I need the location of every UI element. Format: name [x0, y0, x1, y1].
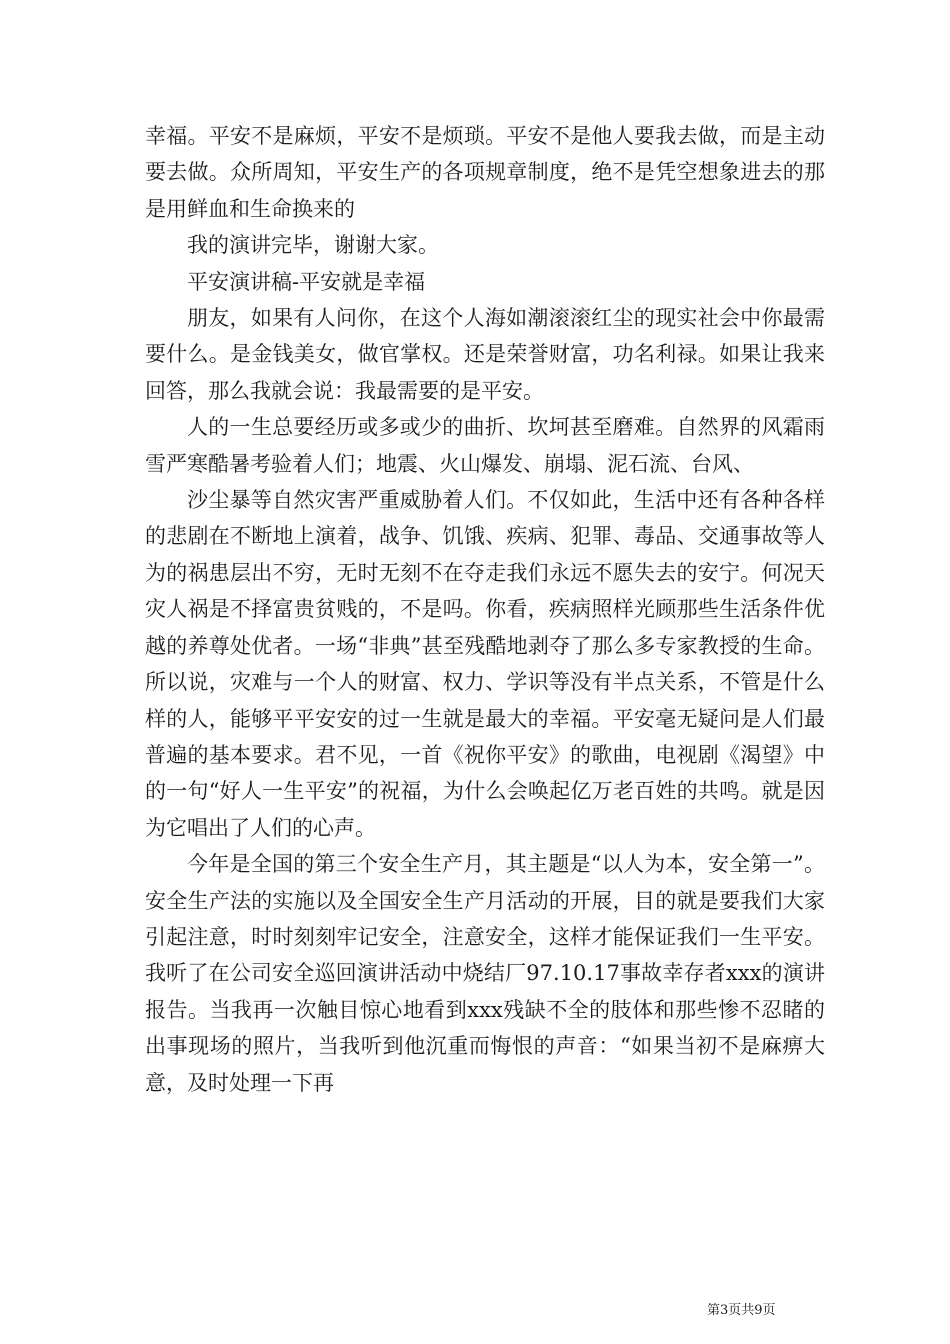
page-number-footer: 第3页共9页: [707, 1303, 776, 1318]
paragraph: 沙尘暴等自然灾害严重威胁着人们。不仅如此，生活中还有各种各样的悲剧在不断地上演着，战争、饥饿、疾病、犯罪、毒品、交通事故等人为的祸患层出不穷，无时无刻不在夺走我们永远不愿失去的安宁。何况天灾人祸是不择富贵贫贱的，不是吗。你看，疾病照样光顾那些生活条件优越的养尊处优者。一场“非典”甚至残酷地剥夺了那么多专家教授的生命。所以说，灾难与一个人的财富、权力、学识等没有半点关系，不管是什么样的人，能够平平安安的过一生就是最大的幸福。平安毫无疑问是人们最普遍的基本要求。君不见，一首《祝你平安》的歌曲，电视剧《渴望》中的一句“好人一生平安”的祝福，为什么会唤起亿万老百姓的共鸣。就是因为它唱出了人们的心声。: [145, 488, 825, 840]
paragraph: 朋友，如果有人问你，在这个人海如潮滚滚红尘的现实社会中你最需要什么。是金钱美女，做官掌权。还是荣誉财富，功名利禄。如果让我来回答，那么我就会说：我最需要的是平安。: [145, 306, 825, 403]
paragraph: 人的一生总要经历或多或少的曲折、坎坷甚至磨难。自然界的风霜雨雪严寒酷暑考验着人们；地震、火山爆发、崩塌、泥石流、台风、: [145, 415, 825, 476]
paragraph-closing-remark: 我的演讲完毕，谢谢大家。: [187, 233, 439, 258]
speech-title: 平安演讲稿-平安就是幸福: [187, 269, 426, 294]
paragraph: 幸福。平安不是麻烦，平安不是烦琐。平安不是他人要我去做，而是主动要去做。众所周知，平安生产的各项规章制度，绝不是凭空想象进去的那是用鲜血和生命换来的: [145, 124, 825, 221]
paragraph: 今年是全国的第三个安全生产月，其主题是“以人为本，安全第一”。安全生产法的实施以及全国安全生产月活动的开展，目的就是要我们大家引起注意，时时刻刻牢记安全，注意安全，这样才能保证我们一生平安。我听了在公司安全巡回演讲活动中烧结厂97.10.17事故幸存者xxx的演讲报告。当我再一次触目惊心地看到xxx残缺不全的肢体和那些惨不忍睹的出事现场的照片，当我听到他沉重而悔恨的声音：“如果当初不是麻痹大意，及时处理一下再: [145, 852, 825, 1095]
document-body: [145, 118, 825, 1101]
